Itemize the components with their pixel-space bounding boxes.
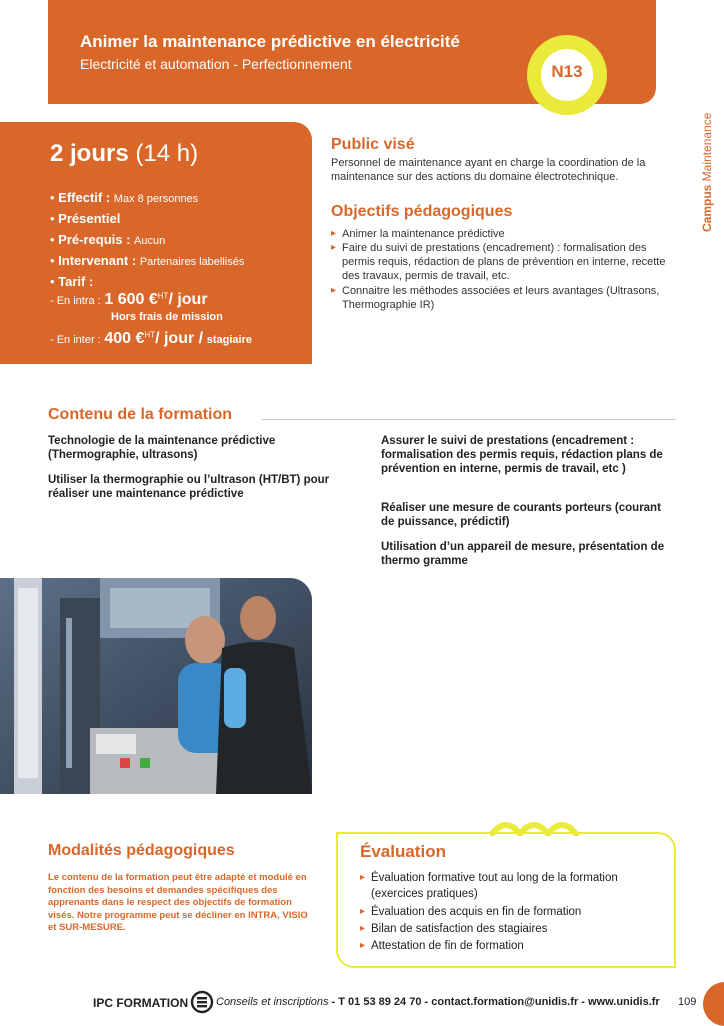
evaluation-title: Évaluation <box>360 842 446 861</box>
presentiel-line: • Présentiel <box>50 211 121 226</box>
intra-note: Hors frais de mission <box>111 311 223 323</box>
contenu-divider <box>262 419 676 420</box>
inter-price: 400 € <box>104 330 145 347</box>
contenu-right-item: Réaliser une mesure de courants porteurs (courant de puissance, prédictif) <box>381 502 661 528</box>
prerequis-label: Pré-requis : <box>58 232 131 247</box>
footer-contact-label: Conseils et inscriptions <box>216 996 329 1008</box>
footer-brand: IPC FORMATION <box>93 996 189 1010</box>
public-text: Personnel de maintenance ayant en charge la coordination de la maintenance sur des actions du domaine électrotechnique. <box>331 157 646 183</box>
evaluation-item: ▸ Évaluation formative tout au long de la formation <box>360 871 618 885</box>
modalites-title: Modalités pédagogiques <box>48 842 235 859</box>
intra-label: - En intra : <box>50 295 101 307</box>
evaluation-item-continued: (exercices pratiques) <box>371 888 478 900</box>
intra-price: 1 600 € <box>104 291 158 308</box>
contenu-title: Contenu de la formation <box>48 406 232 423</box>
presentiel-label: Présentiel <box>58 211 121 226</box>
evaluation-wave-decoration <box>490 816 580 836</box>
page-corner-circle <box>703 982 724 1026</box>
public-title: Public visé <box>331 136 415 153</box>
training-photo-illustration <box>0 578 312 794</box>
footer-contact <box>216 996 660 1008</box>
effectif-label: Effectif : <box>58 190 111 205</box>
intra-line <box>50 291 208 309</box>
contenu-right-item: Assurer le suivi de prestations (encadrement : formalisation des permis requis, rédaction plans de prévention en interne, permis de travail, etc ) <box>381 435 663 475</box>
inter-unit: / jour / <box>155 330 204 347</box>
modalites-text: Le contenu de la formation peut être adapté et modulé en fonction des besoins et demandes spécifiques des apprenants dans le respect des objectifs de formation visés. Notre programme peut se décliner en INTRA, VISIO et SUR-MESURE. <box>48 872 308 933</box>
objectifs-title: Objectifs pédagogiques <box>331 203 513 220</box>
duration-days: 2 jours <box>50 140 129 167</box>
evaluation-item: ▸ Évaluation des acquis en fin de formation <box>360 905 581 919</box>
campus-label-bold: Campus <box>700 184 714 232</box>
contenu-left-item: Technologie de la maintenance prédictive (Thermographie, ultrasons) <box>48 435 276 461</box>
intervenant-label: Intervenant : <box>58 253 137 268</box>
intra-unit: / jour <box>168 291 208 308</box>
effectif-line: • Effectif : Max 8 personnes <box>50 190 199 205</box>
prerequis-value: Aucun <box>134 235 166 247</box>
training-photo <box>0 578 312 794</box>
inter-suffix: stagiaire <box>206 334 252 346</box>
duration <box>50 140 198 168</box>
intervenant-line: • Intervenant : Partenaires labellisés <box>50 253 245 268</box>
course-subtitle: Electricité et automation - Perfectionnement <box>80 56 352 72</box>
intervenant-value: Partenaires labellisés <box>139 256 245 268</box>
objectif-item: ▸ Faire du suivi de prestations (encadrement) : formalisation des permis requis, rédaction de plans de prévention en interne, recette des travaux, permis de travail, etc. <box>331 241 682 283</box>
tarif-line: • Tarif : <box>50 274 94 289</box>
duration-hours: (14 h) <box>128 140 199 167</box>
evaluation-item: ▸ Bilan de satisfaction des stagiaires <box>360 922 547 936</box>
inter-label: - En inter : <box>50 334 101 346</box>
contenu-right-item: Utilisation d’un appareil de mesure, présentation de thermo gramme <box>381 541 665 567</box>
intra-ht: HT <box>157 291 169 301</box>
footer-contact-details: - T 01 53 89 24 70 - contact.formation@unidis.fr - www.unidis.fr <box>328 996 660 1008</box>
page-number: 109 <box>678 996 697 1008</box>
campus-side-label <box>700 113 714 232</box>
prerequis-line: • Pré-requis : Aucun <box>50 232 166 247</box>
contenu-left-item: Utiliser la thermographie ou l’ultrason (HT/BT) pour réaliser une maintenance prédictive <box>48 474 330 500</box>
course-title: Animer la maintenance prédictive en électricité <box>80 32 460 51</box>
objectif-item: ▸ Connaitre les méthodes associées et leurs avantages (Ultrasons, Thermographie IR) <box>331 284 682 312</box>
inter-ht: HT <box>144 330 156 340</box>
effectif-value: Max 8 personnes <box>113 193 199 205</box>
course-code: N13 <box>551 62 583 81</box>
objectif-item: ▸ Animer la maintenance prédictive <box>331 227 682 241</box>
tarif-label: Tarif : <box>58 274 94 289</box>
inter-line <box>50 330 252 348</box>
evaluation-item: ▸ Attestation de fin de formation <box>360 939 524 953</box>
ipc-logo-icon <box>190 990 214 1014</box>
campus-label-rest: Maintenance <box>700 112 714 185</box>
